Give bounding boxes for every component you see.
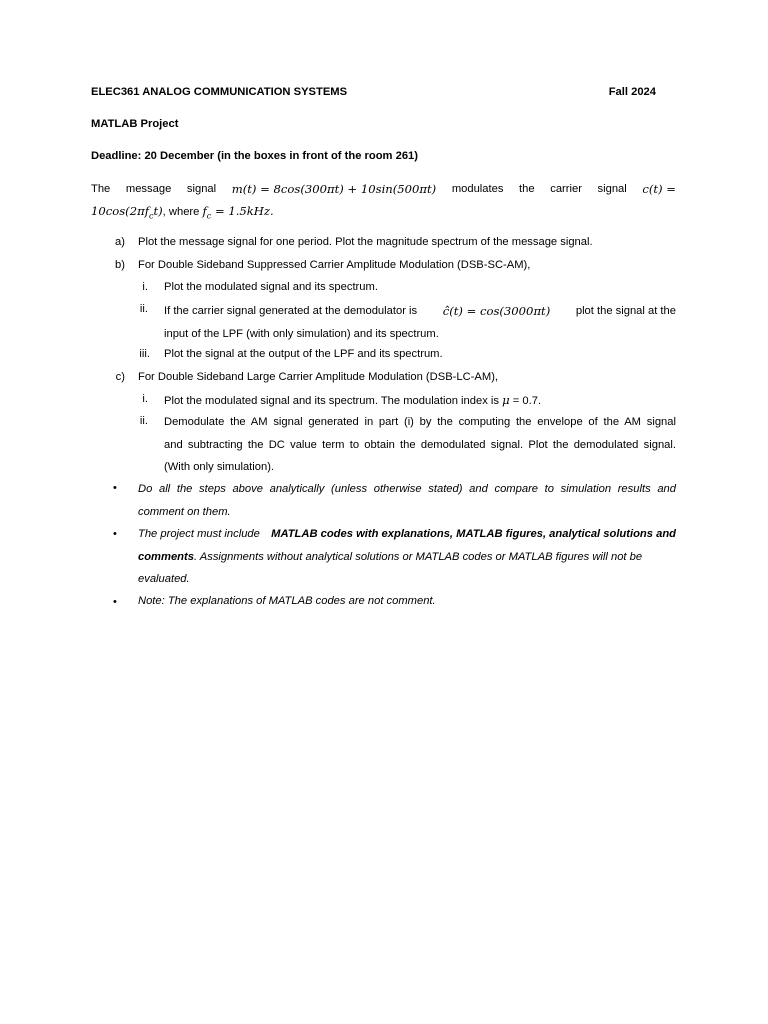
bullet-3-text: Note: The explanations of MATLAB codes are not comment. <box>138 595 436 607</box>
intro-word: The <box>91 183 111 195</box>
item-b-ii-line-2: input of the LPF (with only simulation) and its spectrum. <box>164 327 439 340</box>
intro-word: signal <box>597 183 627 195</box>
item-b-ii-text <box>164 300 676 345</box>
intro-word: carrier <box>550 183 582 195</box>
bullet-1-symbol: • <box>113 482 117 494</box>
bullet-2-line-3: evaluated. <box>138 573 190 585</box>
intro-line-1 <box>91 178 676 200</box>
item-c-ii-marker: ii. <box>139 415 148 427</box>
item-b-i-marker: i. <box>142 281 148 293</box>
item-c-ii-line-3: (With only simulation). <box>164 461 275 473</box>
deadline: Deadline: 20 December (in the boxes in front of the room 261) <box>91 150 418 162</box>
bullet-2-line-1 <box>138 523 676 546</box>
item-c-ii-text <box>164 411 676 479</box>
intro-word: modulates <box>451 183 504 195</box>
bullet-1-text <box>138 478 676 523</box>
bullet-3-symbol: • <box>113 596 117 608</box>
text-segment: = 0.7. <box>512 395 542 407</box>
item-a-marker: a) <box>115 236 125 248</box>
course-title: ELEC361 ANALOG COMMUNICATION SYSTEMS <box>91 86 348 98</box>
item-b-ii-marker: ii. <box>139 303 148 315</box>
demod-carrier-equation: ĉ(t) = cos(3000πt) <box>442 304 551 318</box>
text-segment: plot the signal at the <box>575 305 676 317</box>
bullet-1-line-2: comment on them. <box>138 505 231 518</box>
item-b-text: For Double Sideband Suppressed Carrier Amplitude Modulation (DSB-SC-AM), <box>138 259 531 271</box>
item-c-ii-line-2 <box>164 434 676 457</box>
header <box>91 86 676 102</box>
item-b-i-text: Plot the modulated signal and its spectrum. <box>164 281 378 293</box>
text-segment: Plot the modulated signal and its spectrum. The modulation index is <box>164 395 499 407</box>
bullet-2-symbol: • <box>113 528 117 540</box>
text-segment: Do all the steps above analytically (unless otherwise stated) and compare to simulation results and <box>138 483 676 495</box>
where-text: , where <box>162 206 200 218</box>
text-segment-bold: MATLAB codes with explanations, MATLAB figures, analytical solutions and <box>271 528 676 540</box>
intro-paragraph <box>91 178 676 227</box>
text-segment <box>138 546 642 569</box>
item-c-marker: c) <box>115 371 125 383</box>
fc-equation: $f_c = 1.5kHz$. <box>202 204 274 221</box>
message-equation: m(t) = 8cos(300πt) + 10sin(500πt) <box>231 182 437 196</box>
carrier-equation-start: c(t) = <box>642 182 676 196</box>
text-segment: The project must include <box>138 528 260 540</box>
carrier-equation: $10\cos(2\pi f_ct)$ <box>91 204 163 221</box>
bullet-1-line-1 <box>138 478 676 501</box>
intro-word: the <box>519 183 535 195</box>
text-segment: and subtracting the DC value term to obtain the demodulated signal. Plot the demodulated signal. <box>164 438 676 451</box>
mu-symbol: μ <box>502 393 510 407</box>
item-a-text: Plot the message signal for one period. Plot the magnitude spectrum of the message signal. <box>138 236 593 248</box>
item-b-marker: b) <box>115 259 125 271</box>
item-b-iii-text: Plot the signal at the output of the LPF and its spectrum. <box>164 348 443 360</box>
bullet-2-line-2 <box>138 546 676 569</box>
term-label: Fall 2024 <box>608 86 656 98</box>
item-b-iii-marker: iii. <box>139 348 150 360</box>
bullet-2-text <box>138 523 676 591</box>
item-c-i-text <box>164 393 541 407</box>
item-c-ii-line-1 <box>164 411 676 434</box>
text-segment: Demodulate the AM signal generated in part (i) by the computing the envelope of the AM signal <box>164 416 676 428</box>
project-title: MATLAB Project <box>91 118 179 130</box>
text-segment: . Assignments without analytical solutions or MATLAB codes or MATLAB figures will not be <box>193 550 643 563</box>
intro-line-2 <box>91 200 676 227</box>
item-c-text: For Double Sideband Large Carrier Amplitude Modulation (DSB-LC-AM), <box>138 371 499 383</box>
intro-word: message <box>125 183 172 195</box>
text-segment-bold: comments <box>138 550 194 563</box>
item-c-i-marker: i. <box>142 393 148 405</box>
text-segment: If the carrier signal generated at the demodulator is <box>164 305 418 317</box>
item-b-ii-line-1 <box>164 300 676 323</box>
intro-word: signal <box>186 183 217 195</box>
